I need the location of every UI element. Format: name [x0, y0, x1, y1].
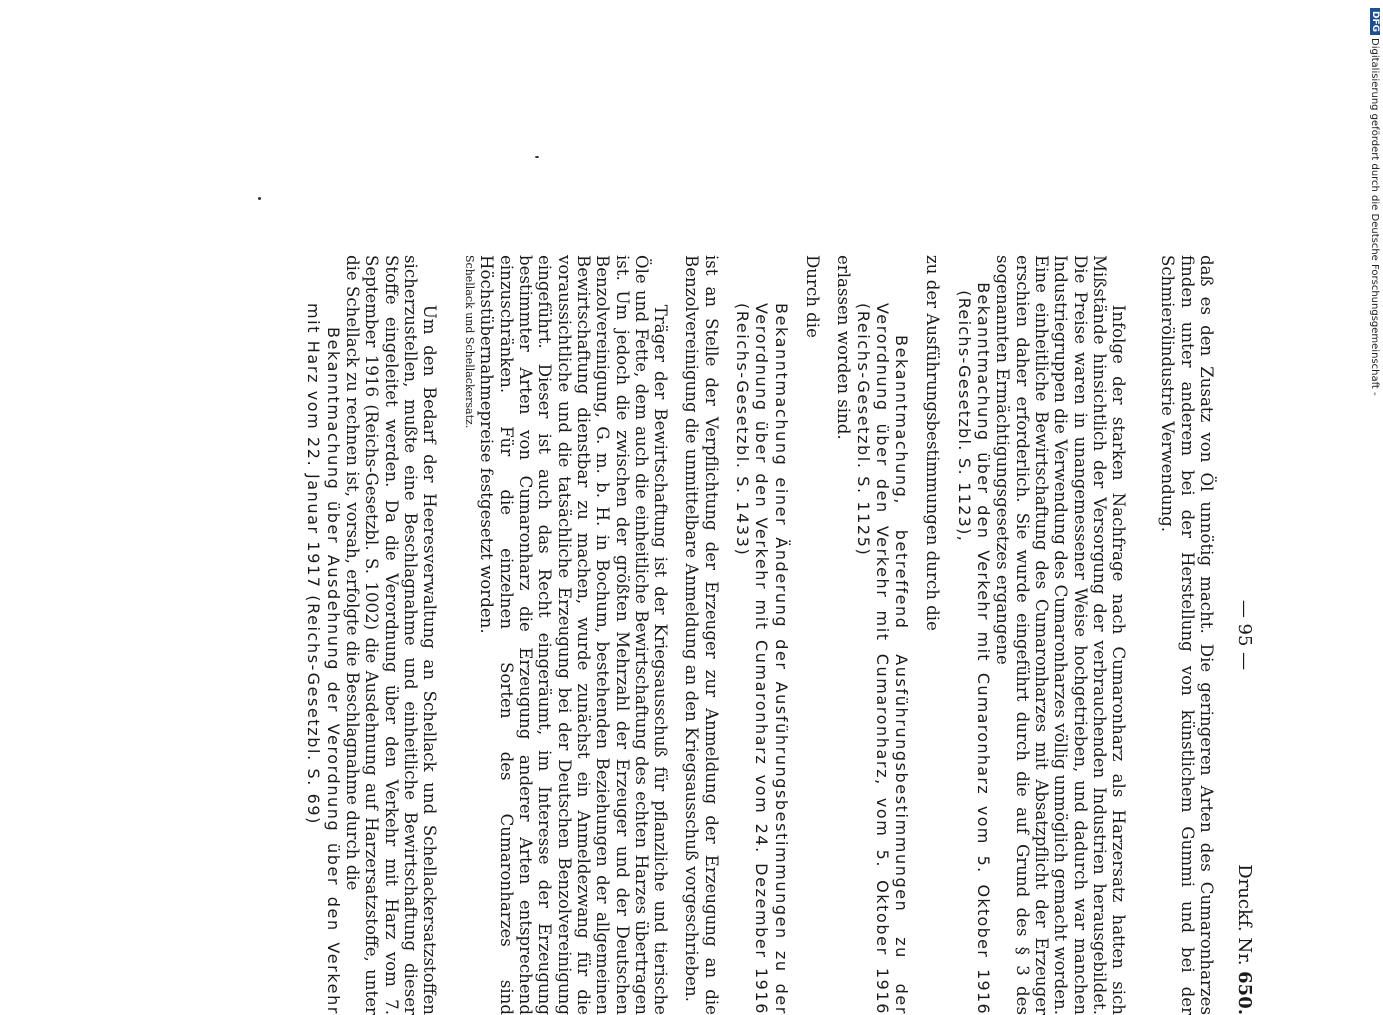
- dfg-logo: DFG: [1370, 8, 1380, 35]
- paragraph: Infolge der starken Nachfrage nach Cumaronharz als Harzersatz hatten sich Mißstände hinsichtlich der Versorgung der verbrauchenden Industrien herausgebildet. Die Preise waren in unangemessener Weise hochgetrieben, und dadurch war manchen Industriegruppen die Verwendung des Cumaronharzes völlig unmöglich gemacht worden. Eine einheitliche Bewirtschaftung des Cumaronharzes mit Absatzpflicht der Erzeuger erschien daher erforderlich. Sie wurde eingeführt durch die auf Grund des § 3 des sogenannten Ermächtigungsgesetzes ergangene: [993, 255, 1129, 1015]
- shellac-section: [304, 255, 477, 1015]
- page-number: — 95 —: [1234, 599, 1255, 671]
- document-body: [304, 255, 1216, 1015]
- print-label: Druckf. Nr.: [1234, 864, 1255, 966]
- page-header: [1228, 255, 1254, 1015]
- scan-speck: [535, 156, 539, 158]
- funding-note: [1369, 8, 1380, 396]
- paragraph: Träger der Bewirtschaftung ist der Kriegsausschuß für pflanzliche und tierische Öle und Fette, dem auch die einheitliche Bewirtschaftung des echten Harzes übertragen ist. Um jedoch die zwischen der größten Mehrzahl der Erzeuger und der Deutschen Benzolvereinigung, G. m. b. H. in Bochum, bestehenden Beziehungen der allgemeinen Bewirtschaftung dienstbar zu machen, wurde zunächst ein Anmeldezwang für die voraussichtliche und die tatsächliche Erzeugung bei der Deutschen Benzolvereinigung eingeführt. Dieser ist auch das Recht eingeräumt, im Interesse der Erzeugung bestimmter Arten von Cumaronharz die Erzeugung anderer Arten entsprechend einzuschränken. Für die einzelnen Sorten des Cumaronharzes sind Höchstübernahmepreise festgesetzt worden.: [477, 255, 671, 1015]
- print-number: 650.: [1234, 971, 1255, 1015]
- decree-citation: Bekanntmachung über den Verkehr mit Cumaronharz vom 5. Oktober 1916 (Reichs-Gesetzbl. S. 1123),: [954, 282, 994, 1015]
- paragraph: zu der Ausführungsbestimmungen durch die: [923, 255, 943, 631]
- rotated-document-page: [150, 255, 1260, 1015]
- main-column: [304, 255, 1216, 1015]
- paragraph: ist an Stelle der Verpflichtung der Erzeuger zur Anmeldung der Erzeugung an die Benzolvereinigung die unmittelbare Anmeldung an den Kriegsausschuß vorgeschrieben.: [682, 255, 721, 1015]
- scan-speck: [258, 197, 261, 200]
- paragraph: erlassen worden sind.: [834, 255, 854, 440]
- paragraph: daß es den Zusatz von Öl unnötig macht. Die geringeren Arten des Cumaronharzes finden unter anderem bei der Herstellung von künstlichem Gummi und bei der Schmierölindustrie Verwendung.: [1158, 255, 1216, 1015]
- paragraph: Um den Bedarf der Heeresverwaltung an Schellack und Schellackersatzstoffen sicherzustellen, mußte eine Beschlagnahme und einheitliche Bewirtschaftung dieser Stoffe eingeleitet werden. Da die Verordnung über den Verkehr mit Harz vom 7. September 1916 (Reichs-Gesetzbl. S. 1002) die Ausdehnung auf Harzersatzstoffe, unter die Schellack zu rechnen ist, vorsah, erfolgte die Beschlagnahme durch die: [343, 255, 440, 1015]
- paragraph: Durch die: [802, 255, 822, 338]
- margin-label: Schellack und Schellackersatz.: [463, 255, 477, 429]
- decree-citation: Bekanntmachung, betreffend Ausführungsbestimmungen zu der Verordnung über den Verkehr mit Cumaronharz, vom 5. Oktober 1916 (Reichs-Gesetzbl. S. 1125): [853, 303, 912, 1015]
- decree-citation: Bekanntmachung einer Änderung der Ausführungsbestimmungen zu der Verordnung über den Verkehr mit Cumaronharz vom 24. Dezember 1916 (Reichs-Gesetzbl. S. 1433): [733, 303, 791, 1015]
- print-reference: [1235, 864, 1254, 1015]
- decree-citation: Bekanntmachung über Ausdehnung der Verordnung über den Verkehr mit Harz vom 22. Januar 1917 (Reichs-Gesetzbl. S. 69): [304, 303, 343, 1015]
- funding-text: Digitalisierung gefördert durch die Deutsche Forschungsgemeinschaft -: [1369, 38, 1380, 396]
